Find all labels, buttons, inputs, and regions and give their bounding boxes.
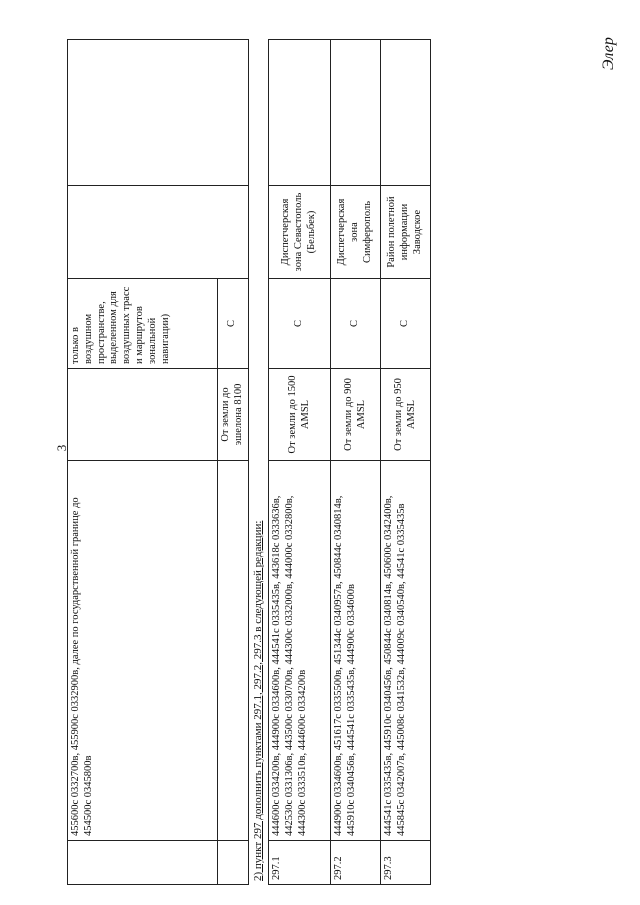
table-row xyxy=(331,40,381,885)
coords-cell: 444541с 0335435в, 445910с 0340456в, 450844с 0340814в, 450600с 0342400в, 445845с 0342007в, 445008с 0341532в, 444009с 0340540в, 44541с 0335435в xyxy=(381,461,431,841)
coords-cell: 444900с 0334600в, 451617с 0335500в, 451344с 0340957в, 450844с 0340814в, 445910с 0340456в, 444541с 0335435в, 444900с 0334600в xyxy=(331,461,381,841)
coords-cell: 444600с 0334200в, 444900с 0334600в, 444541с 0335435в, 443618с 0333636в, 442530с 0331306в, 443500с 0330700в, 444300с 0332000в, 444000с 0332800в, 444300с 0333510в, 444600с 0334200в xyxy=(269,461,331,841)
row-number: 297.3 xyxy=(381,841,431,885)
unit-cell: Район полетной информации Заводское xyxy=(381,186,431,279)
class-cell: С xyxy=(218,279,249,369)
empty-cell xyxy=(218,461,249,841)
class-cell: С xyxy=(269,279,331,369)
empty-cell xyxy=(218,841,249,885)
unit-cell: Диспетчерская зона Симферополь xyxy=(331,186,381,279)
unit-cell: Диспетчерская зона Севастополь (Бельбек) xyxy=(269,186,331,279)
instruction-line xyxy=(249,40,268,885)
altitude-cell: От земли до эшелона 8100 xyxy=(218,369,249,461)
coords-cell: 455600с 0332700в, 455900с 0332900в, далее по государственной границе до 454500с 0345800в xyxy=(68,461,218,841)
note-cell: только в воздушном пространстве, выделенном для воздушных трасс и маршрутов зональной навигации) xyxy=(68,279,218,369)
instruction-text: 2) пункт 297 дополнить пунктами 297.1, 297.2, 297.3 в следующей редакции: xyxy=(251,520,264,881)
empty-cell xyxy=(68,186,249,279)
handwritten-signature: Элер xyxy=(600,37,617,70)
row-number: 297.2 xyxy=(331,841,381,885)
table-row xyxy=(381,40,431,885)
class-cell: С xyxy=(331,279,381,369)
empty-cell xyxy=(68,841,218,885)
row-number: 297.1 xyxy=(269,841,331,885)
altitude-cell: От земли до 1500 AMSL xyxy=(269,369,331,461)
table-row xyxy=(269,40,331,885)
airspace-table-top xyxy=(67,39,249,885)
empty-cell xyxy=(331,40,381,186)
empty-cell xyxy=(381,40,431,186)
altitude-cell: От земли до 950 AMSL xyxy=(381,369,431,461)
airspace-table-new xyxy=(268,39,431,885)
rotated-document-sheet xyxy=(67,40,447,885)
empty-cell xyxy=(269,40,331,186)
altitude-cell: От земли до 900 AMSL xyxy=(331,369,381,461)
empty-cell xyxy=(68,369,218,461)
page-number: 3 xyxy=(54,444,69,452)
table-row xyxy=(68,40,218,885)
class-cell: С xyxy=(381,279,431,369)
empty-cell xyxy=(68,40,249,186)
